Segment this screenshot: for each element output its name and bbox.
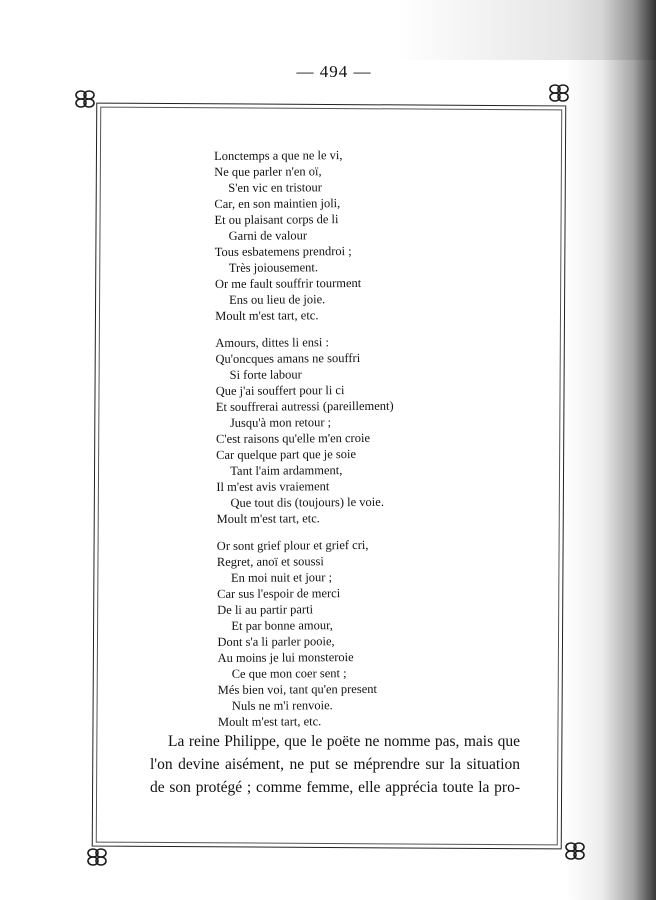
- poem-line: Garni de valour: [228, 228, 308, 243]
- poem-line: Il m'est avis vraiement: [216, 479, 330, 494]
- poem-line: Car quelque part que je soie: [216, 447, 357, 462]
- poem-line: Car, en son maintien joli,: [214, 196, 341, 211]
- poem-line: Lonctemps a que ne le vi,: [214, 148, 343, 163]
- corner-knot-icon: [86, 846, 108, 868]
- prose-line: l'on devine aisément, ne put se méprendre sur la situation: [150, 756, 520, 773]
- corner-knot-icon: [564, 840, 586, 862]
- poem-line: Amours, dittes li ensi :: [215, 335, 329, 350]
- prose-line: La reine Philippe, que le poëte ne nomme pas, mais que: [168, 733, 520, 750]
- poem-stanza-2: [215, 333, 456, 527]
- poem-line: Or sont grief plour et grief cri,: [216, 537, 369, 553]
- poem-line: Au moins je lui monsteroie: [217, 650, 354, 665]
- poem-stanza-3: [217, 536, 458, 730]
- poem-line: Que j'ai souffert pour li ci: [215, 383, 345, 398]
- poem-line: Ens ou lieu de joie.: [229, 292, 326, 307]
- poem-line: Més bien voi, tant qu'en present: [217, 681, 378, 697]
- poem-line: Si forte labour: [229, 367, 302, 382]
- poem-line: Or me fault souffrir tourment: [214, 275, 362, 291]
- poem-line: Ce que mon coer sent ;: [231, 666, 347, 681]
- poem-refrain: Moult m'est tart, etc.: [216, 511, 320, 526]
- corner-knot-icon: [548, 82, 570, 104]
- poem-line: Très joiousement.: [228, 260, 319, 275]
- poem-refrain: Moult m'est tart, etc.: [217, 714, 322, 729]
- poem-line: En moi nuit et jour ;: [230, 570, 333, 585]
- prose-line: de son protégé ; comme femme, elle apprécia toute la pro-: [150, 779, 520, 796]
- page-scan-shadow-top: [396, 0, 656, 60]
- poem-line: Ne que parler n'en oï,: [214, 164, 322, 179]
- poem-line: Et souffrerai autressi (pareillement): [215, 398, 394, 414]
- poem-line: Car sus l'espoir de merci: [217, 586, 341, 601]
- poem-stanza-1: [214, 146, 455, 324]
- poem-line: Que tout dis (toujours) le voie.: [230, 494, 384, 510]
- poem-line: Et ou plaisant corps de li: [214, 212, 339, 227]
- poem-line: Tant l'aim ardamment,: [230, 463, 343, 478]
- poem-line: S'en vic en tristour: [228, 180, 322, 195]
- poem-line: Dont s'a li parler pooie,: [217, 634, 335, 649]
- poem-line: Qu'oncques amans ne souffri: [215, 350, 361, 366]
- poem-line: Jusqu'à mon retour ;: [229, 415, 332, 430]
- poem-refrain: Moult m'est tart, etc.: [215, 308, 319, 323]
- poem: [214, 146, 458, 741]
- poem-line: De li au partir parti: [217, 602, 314, 617]
- page-scan-shadow-edge: [566, 0, 656, 900]
- prose-paragraph: [150, 730, 520, 799]
- corner-knot-icon: [74, 88, 96, 110]
- poem-line: Et par bonne amour,: [231, 618, 333, 633]
- poem-line: C'est raisons qu'elle m'en croie: [215, 430, 371, 446]
- poem-line: Nuls ne m'i renvoie.: [231, 698, 333, 713]
- poem-line: Regret, anoï et soussi: [216, 554, 324, 569]
- page-number: — 494 —: [296, 62, 372, 81]
- poem-line: Tous esbatemens prendroi ;: [214, 244, 352, 259]
